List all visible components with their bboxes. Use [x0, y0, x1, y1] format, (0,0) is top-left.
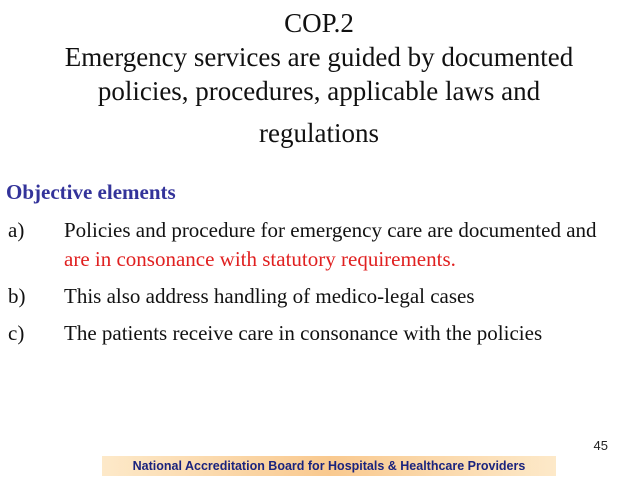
slide-title [0, 6, 638, 150]
title-line-4: regulations [259, 118, 379, 148]
page-number: 45 [593, 438, 608, 453]
objective-heading: Objective elements [6, 180, 176, 204]
title-line-2: Emergency services are guided by documented [64, 42, 574, 72]
item-text: This also address handling of medico-legal cases [64, 284, 475, 308]
footer-banner: National Accreditation Board for Hospitals & Healthcare Providers [102, 456, 556, 476]
list-item-b [6, 282, 606, 311]
item-highlight-text: are in consonance with statutory requirements. [64, 247, 456, 271]
list-item-c [6, 319, 606, 348]
objective-list [6, 216, 606, 356]
list-item-a [6, 216, 606, 274]
list-marker: a) [8, 218, 25, 242]
item-text: The patients receive care in consonance with the policies [64, 321, 543, 345]
list-marker: b) [8, 284, 26, 308]
item-text: Policies and procedure for emergency care are documented and [64, 218, 597, 242]
title-line-3: policies, procedures, applicable laws and [97, 76, 541, 106]
list-marker: c) [8, 321, 25, 345]
title-code: COP.2 [284, 8, 354, 38]
